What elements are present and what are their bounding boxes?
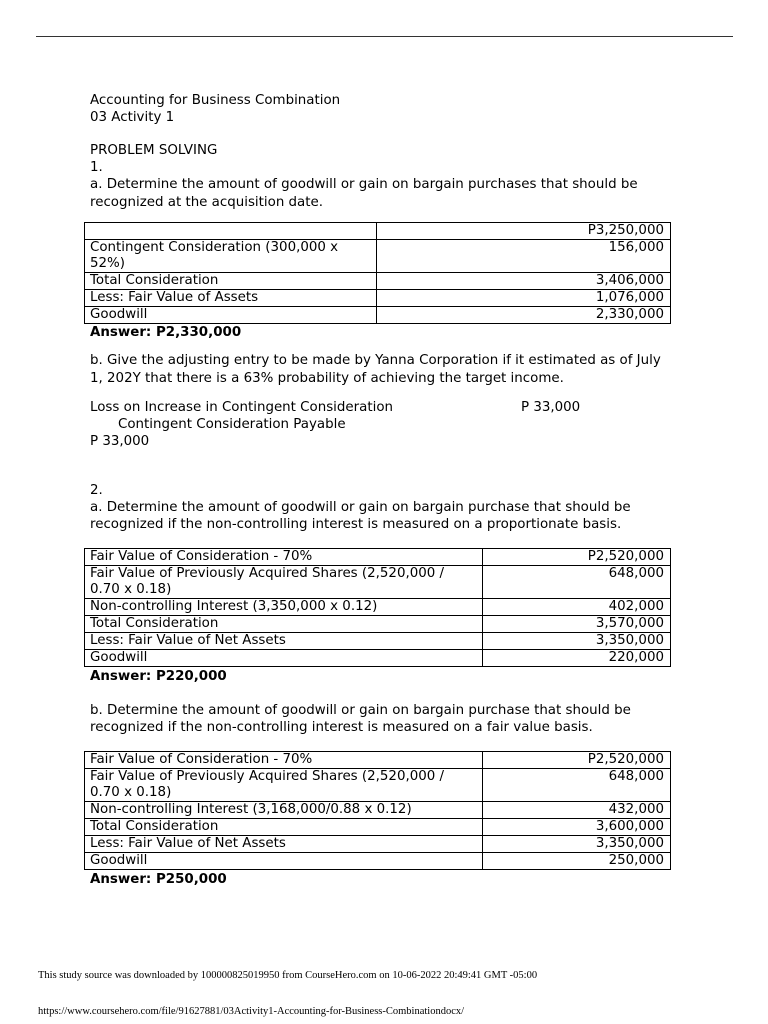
answer-text: Answer: P220,000 (90, 669, 227, 684)
table-cell-value: 432,000 (483, 802, 671, 819)
table-row (85, 650, 671, 667)
table-cell-value: 648,000 (483, 566, 671, 599)
table-cell-value: P3,250,000 (376, 223, 670, 240)
table-row (85, 290, 671, 307)
table-row (85, 566, 671, 599)
table-row (85, 599, 671, 616)
table-cell-value: 1,076,000 (376, 290, 670, 307)
table-cell-value: 3,406,000 (376, 273, 670, 290)
table-cell-label: Fair Value of Consideration - 70% (85, 752, 483, 769)
goodwill-table (84, 222, 671, 324)
table-cell-label (85, 223, 377, 240)
table-cell-label: Fair Value of Previously Acquired Shares (2,520,000 / 0.70 x 0.18) (85, 566, 483, 599)
table-cell-value: 3,600,000 (483, 819, 671, 836)
table-cell-value: 250,000 (483, 853, 671, 870)
table-cell-label: Fair Value of Consideration - 70% (85, 549, 483, 566)
table-cell-value: 648,000 (483, 769, 671, 802)
goodwill-table (84, 548, 671, 667)
table-cell-value: 3,350,000 (483, 633, 671, 650)
source-url-link[interactable]: https://www.coursehero.com/file/91627881/03Activity1-Accounting-for-Business-Combinationdocx/ (38, 1006, 465, 1017)
table-row (85, 307, 671, 324)
table-cell-label: Goodwill (85, 853, 483, 870)
table-cell-label: Less: Fair Value of Assets (85, 290, 377, 307)
answer-text: Answer: P2,330,000 (90, 325, 242, 340)
table-cell-value: 402,000 (483, 599, 671, 616)
table-cell-label: Contingent Consideration (300,000 x 52%) (85, 240, 377, 273)
table-cell-label: Less: Fair Value of Net Assets (85, 836, 483, 853)
problem-number: 2. (90, 483, 103, 498)
question-text: a. Determine the amount of goodwill or gain on bargain purchases that should be recognized at the acquisition date. (90, 177, 638, 210)
entry-credit-account: Contingent Consideration Payable (118, 417, 346, 432)
table-row (85, 273, 671, 290)
table-cell-label: Non-controlling Interest (3,350,000 x 0.12) (85, 599, 483, 616)
table-row (85, 549, 671, 566)
table-cell-value: P2,520,000 (483, 549, 671, 566)
activity-label: 03 Activity 1 (90, 110, 175, 125)
answer-text: Answer: P250,000 (90, 872, 227, 887)
table-row (85, 853, 671, 870)
table-cell-label: Less: Fair Value of Net Assets (85, 633, 483, 650)
goodwill-table (84, 751, 671, 870)
table-cell-label: Total Consideration (85, 273, 377, 290)
question-text: b. Determine the amount of goodwill or gain on bargain purchase that should be recognized if the non-controlling interest is measured on a fair value basis. (90, 703, 631, 735)
table-row (85, 633, 671, 650)
table-cell-label: Total Consideration (85, 819, 483, 836)
table-cell-value: 220,000 (483, 650, 671, 667)
table-cell-label: Goodwill (85, 650, 483, 667)
table-cell-label: Fair Value of Previously Acquired Shares (2,520,000 / 0.70 x 0.18) (85, 769, 483, 802)
table-row (85, 802, 671, 819)
table-row (85, 223, 671, 240)
section-heading: PROBLEM SOLVING (90, 143, 218, 158)
table-cell-value: 2,330,000 (376, 307, 670, 324)
table-cell-value: 3,350,000 (483, 836, 671, 853)
table-cell-value: 156,000 (376, 240, 670, 273)
table-cell-label: Total Consideration (85, 616, 483, 633)
source-note: This study source was downloaded by 100000825019950 from CourseHero.com on 10-06-2022 20:49:41 GMT -05:00 (38, 970, 538, 981)
problem-number: 1. (90, 160, 103, 175)
table-row (85, 769, 671, 802)
table-cell-value: 3,570,000 (483, 616, 671, 633)
question-text: b. Give the adjusting entry to be made by Yanna Corporation if it estimated as of July 1, 202Y that there is a 63% probability of achieving the target income. (90, 353, 661, 386)
table-cell-label: Non-controlling Interest (3,168,000/0.88 x 0.12) (85, 802, 483, 819)
table-cell-value: P2,520,000 (483, 752, 671, 769)
table-row (85, 752, 671, 769)
entry-debit-account: Loss on Increase in Contingent Consideration (90, 400, 393, 415)
table-row (85, 616, 671, 633)
table-row (85, 819, 671, 836)
entry-debit-amount: P 33,000 (521, 400, 581, 415)
question-text: a. Determine the amount of goodwill or gain on bargain purchase that should be recognized if the non-controlling interest is measured on a proportionate basis. (90, 500, 631, 532)
table-row (85, 836, 671, 853)
table-row (85, 240, 671, 273)
top-rule (36, 36, 733, 37)
table-cell-label: Goodwill (85, 307, 377, 324)
document-title: Accounting for Business Combination (90, 93, 341, 108)
entry-credit-amount: P 33,000 (90, 434, 150, 449)
